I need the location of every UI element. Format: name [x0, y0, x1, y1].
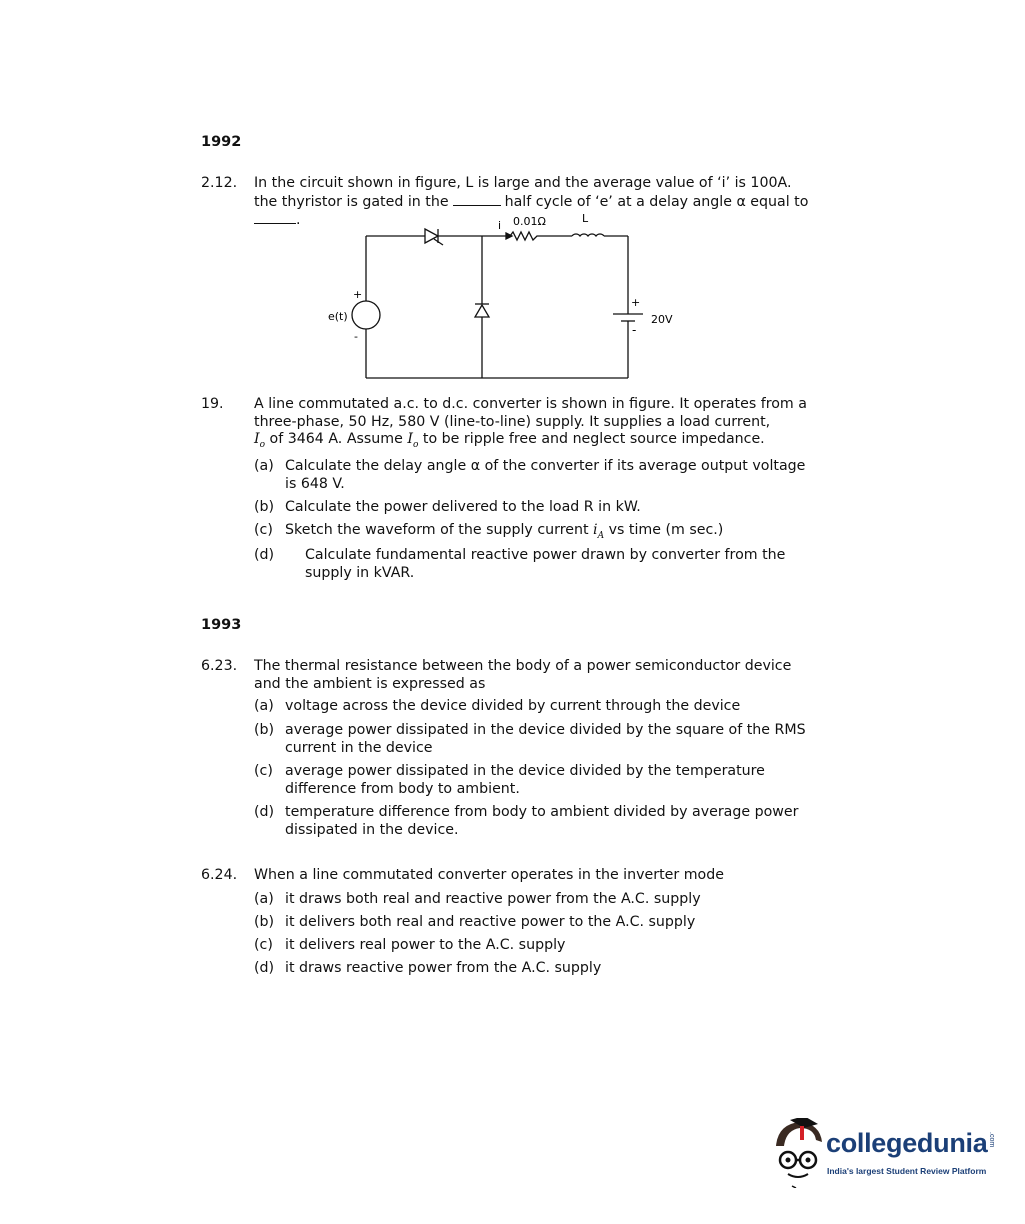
question-number: 6.24. — [201, 867, 238, 883]
symbol: i — [593, 522, 598, 538]
option-label: (d) — [254, 804, 275, 820]
question-text — [254, 867, 826, 885]
option-label: (c) — [254, 522, 273, 538]
option-b — [254, 499, 641, 517]
question-line: three-phase, 50 Hz, 580 V (line-to-line) supply. It supplies a load current, — [254, 413, 771, 430]
question-line: When a line commutated converter operates in the inverter mode — [254, 867, 724, 883]
option-d — [254, 960, 601, 978]
battery-minus-sign: - — [632, 323, 637, 337]
circuit-diagram — [310, 208, 690, 388]
logo-wordmark: collegedunia — [826, 1128, 988, 1158]
option-text: supply in kVAR. — [305, 564, 415, 581]
option-text: current in the device — [285, 739, 433, 756]
inductor-label: L — [582, 212, 589, 225]
source-minus-sign: - — [354, 330, 358, 343]
option-label: (b) — [254, 722, 275, 738]
question-line-part: half cycle of ‘e’ at a delay angle α equal to — [504, 193, 809, 210]
question-line: and the ambient is expressed as — [254, 675, 486, 692]
thyristor-symbol — [425, 229, 443, 245]
symbol: I — [407, 431, 413, 447]
subscript: A — [597, 530, 605, 541]
option-label: (d) — [254, 547, 275, 563]
question-line-part: to be ripple free and neglect source impedance. — [422, 431, 765, 447]
option-a — [254, 891, 701, 909]
option-c — [254, 522, 723, 540]
year-heading-1993: 1993 — [201, 617, 242, 633]
option-text: Sketch the waveform of the supply current — [285, 522, 589, 538]
option-label: (b) — [254, 499, 275, 515]
question-line — [254, 431, 826, 449]
option-a — [254, 698, 740, 716]
source-plus-sign: + — [353, 288, 363, 301]
option-text: Calculate the power delivered to the load R in kW. — [285, 499, 641, 515]
diode-symbol — [475, 304, 489, 317]
question-number: 6.23. — [201, 658, 238, 674]
option-d — [254, 804, 826, 839]
logo-tagline: India's largest Student Review Platform — [827, 1166, 987, 1176]
option-label: (c) — [254, 763, 273, 779]
option-text: dissipated in the device. — [285, 821, 459, 838]
option-d — [254, 547, 785, 582]
option-text: voltage across the device divided by current through the device — [285, 698, 741, 714]
option-a — [254, 458, 826, 493]
resistor-symbol — [510, 232, 542, 240]
battery-voltage-label: 20V — [651, 313, 673, 326]
option-text: it delivers real power to the A.C. supply — [285, 937, 566, 953]
option-label: (a) — [254, 891, 274, 907]
option-text: temperature difference from body to ambient divided by average power — [285, 804, 799, 820]
subscript: o — [412, 439, 419, 450]
inductor-symbol — [572, 234, 604, 236]
option-text: it draws reactive power from the A.C. supply — [285, 960, 602, 976]
question-number: 19. — [201, 396, 224, 412]
current-label: i — [498, 219, 502, 232]
resistor-label: 0.01Ω — [513, 215, 546, 228]
subscript: o — [259, 439, 266, 450]
option-text: is 648 V. — [285, 475, 345, 492]
option-b — [254, 722, 826, 757]
option-b — [254, 914, 695, 932]
option-text: vs time (m sec.) — [608, 522, 724, 538]
year-heading-1992: 1992 — [201, 134, 242, 150]
collegedunia-logo — [770, 1118, 1000, 1188]
option-text: difference from body to ambient. — [285, 780, 520, 797]
question-line: The thermal resistance between the body of a power semiconductor device — [254, 658, 792, 674]
option-label: (c) — [254, 937, 273, 953]
option-text: Calculate fundamental reactive power drawn by converter from the — [305, 547, 786, 563]
option-text: average power dissipated in the device divided by the square of the RMS — [285, 722, 806, 738]
answer-blank — [254, 211, 296, 224]
option-c — [254, 937, 565, 955]
option-text: it delivers both real and reactive power to the A.C. supply — [285, 914, 696, 930]
source-label: e(t) — [328, 310, 348, 323]
question-line: In the circuit shown in figure, L is large and the average value of ‘i’ is 100A. — [254, 175, 792, 191]
option-label: (d) — [254, 960, 275, 976]
option-c — [254, 763, 826, 798]
question-text — [254, 396, 826, 449]
question-line-end: . — [296, 212, 301, 228]
answer-blank — [453, 193, 501, 206]
symbol: I — [254, 431, 260, 447]
option-label: (b) — [254, 914, 275, 930]
battery-symbol — [613, 314, 643, 321]
logo-domain-suffix: .com — [988, 1132, 995, 1148]
question-text — [254, 658, 826, 693]
option-text: average power dissipated in the device divided by the temperature — [285, 763, 765, 779]
mascot-icon — [770, 1118, 828, 1188]
question-line-part: of 3464 A. Assume — [269, 431, 403, 447]
option-text: it draws both real and reactive power from the A.C. supply — [285, 891, 701, 907]
question-line-part: the thyristor is gated in the — [254, 193, 449, 210]
ac-source-symbol — [352, 301, 380, 329]
option-label: (a) — [254, 458, 274, 474]
battery-plus-sign: + — [631, 296, 641, 309]
option-label: (a) — [254, 698, 274, 714]
option-text: Calculate the delay angle α of the converter if its average output voltage — [285, 458, 806, 474]
question-line: A line commutated a.c. to d.c. converter is shown in figure. It operates from a — [254, 396, 807, 412]
question-number: 2.12. — [201, 175, 238, 191]
